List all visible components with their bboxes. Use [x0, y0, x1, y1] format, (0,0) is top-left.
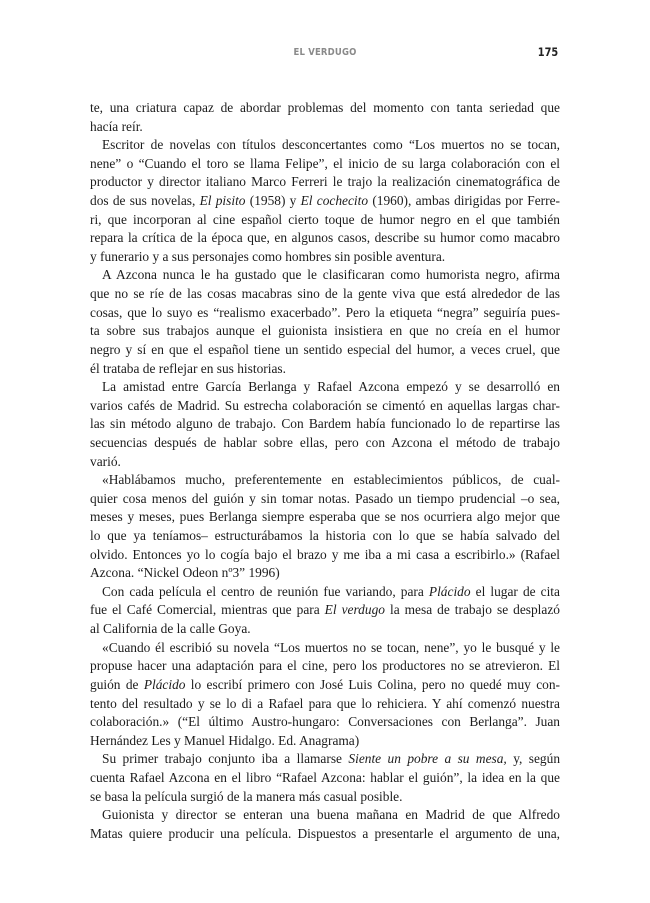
paragraph — [90, 583, 560, 639]
text-run: ta sobre sus trabajos aunque el guionista insistiera en que no creía en el humor — [90, 323, 560, 339]
text-run: cuenta Rafael Azcona en el libro “Rafael Azcona: hablar el guión”, la idea en la que — [90, 769, 560, 785]
italic-title: El verdugo — [324, 602, 385, 618]
text-line — [90, 285, 560, 304]
text-line — [90, 676, 560, 695]
body-text — [90, 99, 560, 843]
text-run: al California de la calle Goya. — [90, 621, 251, 637]
text-run: «Cuando él escribió su novela “Los muertos no se tocan, nene”, yo le busqué y le — [102, 639, 560, 655]
text-line — [90, 322, 560, 341]
text-run: la mesa de trabajo se desplazó — [384, 602, 560, 618]
text-line — [90, 453, 560, 472]
text-line — [90, 750, 560, 769]
text-line — [90, 211, 560, 230]
text-run: fue el Café Comercial, mientras que para — [90, 602, 325, 618]
text-line — [90, 341, 560, 360]
text-run: A Azcona nunca le ha gustado que le clasificaran como humorista negro, afirma — [102, 267, 560, 283]
text-line — [90, 155, 560, 174]
text-run: (1960), ambas dirigidas por Ferre- — [368, 193, 560, 209]
text-line — [90, 639, 560, 658]
text-run: cosas, que lo suyo es “realismo exacerbado”. Pero la etiqueta “negra” seguiría pues- — [90, 304, 560, 320]
text-run: Azcona. “Nickel Odeon nº3” 1996) — [90, 565, 280, 581]
text-line — [90, 527, 560, 546]
running-header-title: EL VERDUGO — [293, 47, 357, 58]
text-run: hacía reír. — [90, 118, 143, 134]
text-line — [90, 192, 560, 211]
text-line — [90, 99, 560, 118]
text-run: y funerario y a sus personajes como hombres sin posible aventura. — [90, 248, 446, 264]
text-line — [90, 173, 560, 192]
text-run: secuencias después de hablar sobre ellas, pero con Azcona el método de trabajo — [90, 434, 560, 450]
text-line — [90, 601, 560, 620]
paragraph — [90, 99, 560, 136]
text-run: quier cosa menos del guión y sin tomar notas. Pasado un tiempo prudencial –o sea, — [90, 490, 560, 506]
text-run: varió. — [90, 453, 121, 469]
text-line — [90, 248, 560, 267]
text-run: él trataba de reflejar en sus historias. — [90, 360, 286, 376]
page-number: 175 — [537, 45, 559, 59]
text-run: colaboración.» (“El último Austro-hungaro: Conversaciones con Berlanga”. Juan — [90, 714, 560, 730]
text-run: (1958) y — [245, 193, 301, 209]
text-line — [90, 732, 560, 751]
text-run: Con cada película el centro de reunión fue variando, para — [102, 583, 429, 599]
text-line — [90, 825, 560, 844]
text-run: Su primer trabajo conjunto iba a llamarse — [102, 751, 349, 767]
text-run: nene” o “Cuando el toro se llama Felipe”, el inicio de su larga colaboración con el — [90, 155, 560, 171]
text-run: meses y meses, pues Berlanga siempre esperaba que se nos ocurriera algo mejor que — [90, 509, 560, 525]
text-line — [90, 546, 560, 565]
text-run: negro y sí en que el español tiene un sentido especial del humor, a veces cruel, que — [90, 341, 560, 357]
paragraph — [90, 266, 560, 378]
text-run: dos de sus novelas, — [90, 193, 200, 209]
text-line — [90, 360, 560, 379]
text-run: Escritor de novelas con títulos desconcertantes como “Los muertos no se tocan, — [102, 137, 560, 153]
text-run: ri, que incorporan al cine español cierto toque de humor negro en el que también — [90, 211, 560, 227]
text-line — [90, 657, 560, 676]
text-line — [90, 490, 560, 509]
text-run: varios cafés de Madrid. Su estrecha colaboración se cimentó en aquellas largas char- — [90, 397, 560, 413]
italic-title: El cochecito — [300, 193, 369, 209]
text-run: que no se ríe de las cosas macabras sino de la gente viva que está alrededor de las — [90, 286, 560, 302]
paragraph — [90, 136, 560, 266]
text-line — [90, 434, 560, 453]
paragraph — [90, 378, 560, 471]
text-run: Matas quiere producir una película. Dispuestos a presentarle el argumento de una, — [90, 825, 560, 841]
text-run: se basa la película surgió de la manera más casual posible. — [90, 788, 403, 804]
text-run: tento del resultado y se lo di a Rafael para que lo rehiciera. Y ahí comenzó nuestra — [90, 695, 560, 711]
text-run: Guionista y director se enteran una buena mañana en Madrid de que Alfredo — [102, 807, 560, 823]
text-line — [90, 118, 560, 137]
text-run: olvido. Entonces yo lo cogía bajo el brazo y me iba a mi casa a escribirlo.» (Rafael — [90, 546, 560, 562]
text-line — [90, 378, 560, 397]
text-line — [90, 397, 560, 416]
text-line — [90, 620, 560, 639]
text-run: Hernández Les y Manuel Hidalgo. Ed. Anagrama) — [90, 732, 360, 748]
text-line — [90, 713, 560, 732]
text-run: el lugar de cita — [470, 583, 560, 599]
text-line — [90, 695, 560, 714]
paragraph — [90, 471, 560, 583]
text-line — [90, 229, 560, 248]
text-run: productor y director italiano Marco Ferreri le trajo la realización cinematográfica de — [90, 174, 560, 190]
text-line — [90, 564, 560, 583]
text-run: te, una criatura capaz de abordar problemas del momento con tanta seriedad que — [90, 100, 560, 115]
paragraph — [90, 750, 560, 806]
paragraph — [90, 806, 560, 843]
text-run: repara la crítica de la época que, en algunos casos, describe su humor como macabro — [90, 230, 560, 246]
paragraph — [90, 639, 560, 751]
italic-title: Plácido — [428, 583, 471, 599]
text-line — [90, 583, 560, 602]
text-run: y, según — [506, 751, 561, 767]
text-line — [90, 415, 560, 434]
text-run: lo que ya teníamos– estructurábamos la historia con lo que se había salvado del — [90, 528, 560, 544]
text-run: «Hablábamos mucho, preferentemente en establecimientos públicos, de cual- — [102, 472, 560, 488]
text-run: propuse hacer una adaptación para el cine, pero los productores no se atrevieron. El — [90, 658, 560, 674]
text-line — [90, 788, 560, 807]
text-run: La amistad entre García Berlanga y Rafael Azcona empezó y se desarrolló en — [102, 379, 560, 395]
text-line — [90, 769, 560, 788]
italic-title: Siente un pobre a su mesa, — [348, 751, 507, 767]
text-line — [90, 806, 560, 825]
italic-title: Plácido — [143, 676, 186, 692]
italic-title: El pisito — [199, 193, 246, 209]
text-line — [90, 266, 560, 285]
text-run: las sin método alguno de trabajo. Con Bardem había funcionado lo de repartirse las — [90, 416, 560, 432]
text-line — [90, 508, 560, 527]
text-line — [90, 471, 560, 490]
text-run: lo escribí primero con José Luis Colina, pero no quedé muy con- — [185, 676, 560, 692]
text-run: guión de — [90, 676, 144, 692]
text-line — [90, 136, 560, 155]
text-line — [90, 304, 560, 323]
